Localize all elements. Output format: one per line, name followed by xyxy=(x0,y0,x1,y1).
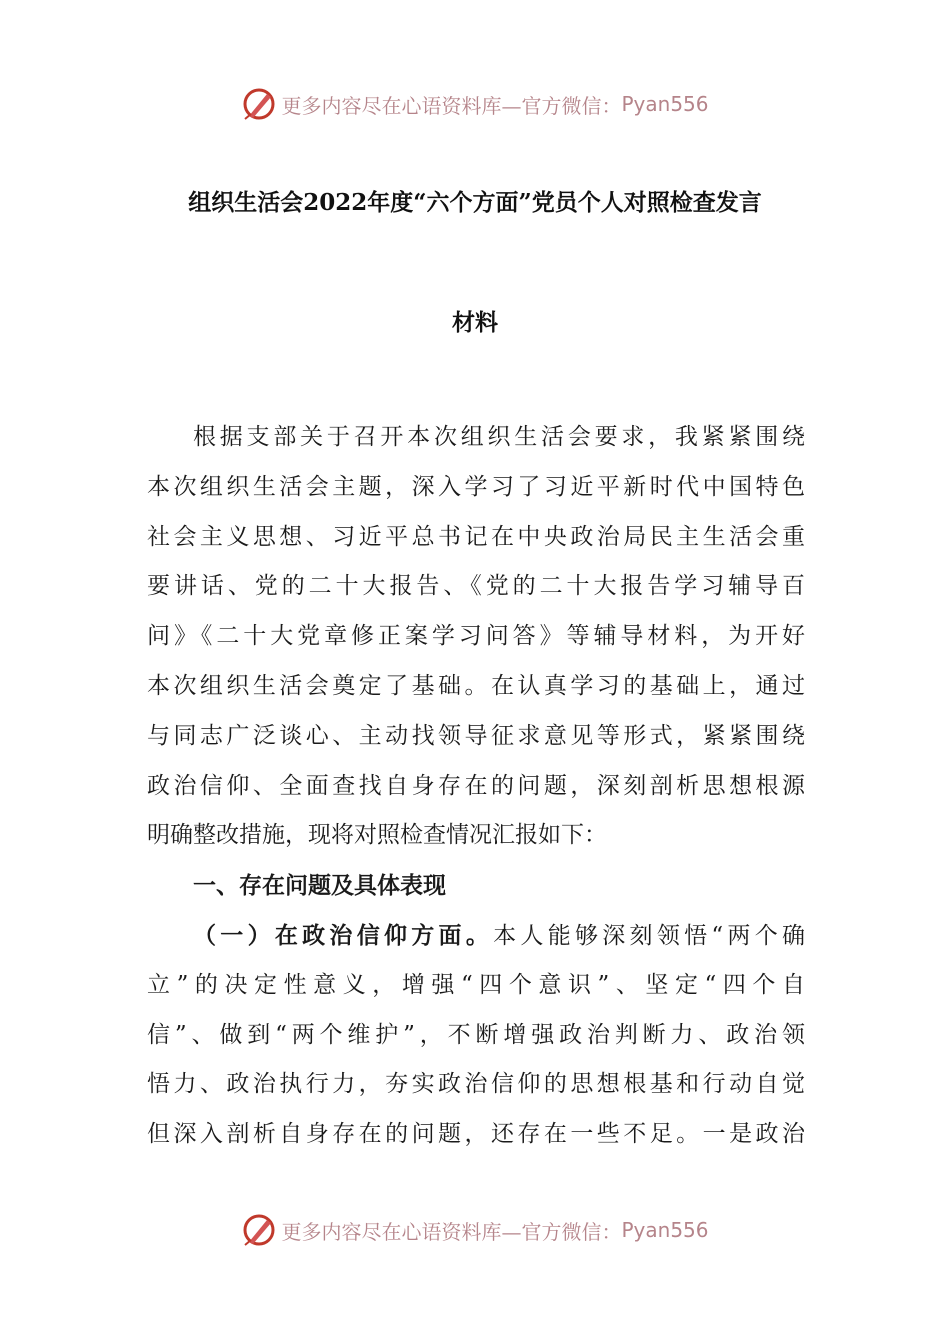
paragraph-line: 要讲话、党的二十大报告、《党的二十大报告学习辅导百 xyxy=(147,573,805,600)
paragraph-line: 但深入剖析自身存在的问题，还存在一些不足。一是政治 xyxy=(147,1121,805,1148)
document-title-line2: 材料 xyxy=(452,309,498,336)
paragraph-line: 立”的决定性意义，增强“四个意识”、坚定“四个自 xyxy=(147,971,805,998)
paragraph-line: 明确整改措施，现将对照检查情况汇报如下： xyxy=(147,822,607,849)
watermark-text: 更多内容尽在心语资料库—官方微信： xyxy=(281,1219,622,1244)
watermark-wechat: Pyan556 xyxy=(621,1218,709,1242)
pen-logo-icon xyxy=(241,1212,277,1248)
section-heading: 一、存在问题及具体表现 xyxy=(193,872,446,900)
paragraph-line: 本次组织生活会主题，深入学习了习近平新时代中国特色 xyxy=(147,473,805,500)
paragraph-line: 与同志广泛谈心、主动找领导征求意见等形式，紧紧围绕 xyxy=(147,722,805,749)
document-body xyxy=(147,413,805,1160)
paragraph-line: 问》《二十大党章修正案学习问答》等辅导材料，为开好 xyxy=(147,623,805,650)
watermark-banner-bottom xyxy=(0,1210,950,1250)
watermark-banner-top xyxy=(0,84,950,124)
watermark-wechat: Pyan556 xyxy=(621,92,709,116)
paragraph-line-lead xyxy=(147,911,805,961)
pen-logo-icon xyxy=(241,86,277,122)
paragraph-line: 信”、做到“两个维护”，不断增强政治判断力、政治领 xyxy=(147,1021,805,1048)
paragraph-line: 社会主义思想、习近平总书记在中央政治局民主生活会重 xyxy=(147,523,805,550)
paragraph-line: 政治信仰、全面查找自身存在的问题，深刻剖析思想根源 xyxy=(147,772,805,799)
paragraph-line: 根据支部关于召开本次组织生活会要求，我紧紧围绕 xyxy=(193,424,805,450)
paragraph-line: 悟力、政治执行力，夯实政治信仰的思想根基和行动自觉 xyxy=(147,1071,805,1098)
paragraph-line: 本次组织生活会奠定了基础。在认真学习的基础上，通过 xyxy=(147,672,805,699)
paragraph-lead-text: 本人能够深刻领悟“两个确 xyxy=(493,922,806,949)
watermark-text: 更多内容尽在心语资料库—官方微信： xyxy=(281,93,622,118)
subsection-heading: （一）在政治信仰方面。 xyxy=(193,921,494,949)
document-title-line1: 组织生活会2022年度“六个方面”党员个人对照检查发言 xyxy=(188,189,762,216)
